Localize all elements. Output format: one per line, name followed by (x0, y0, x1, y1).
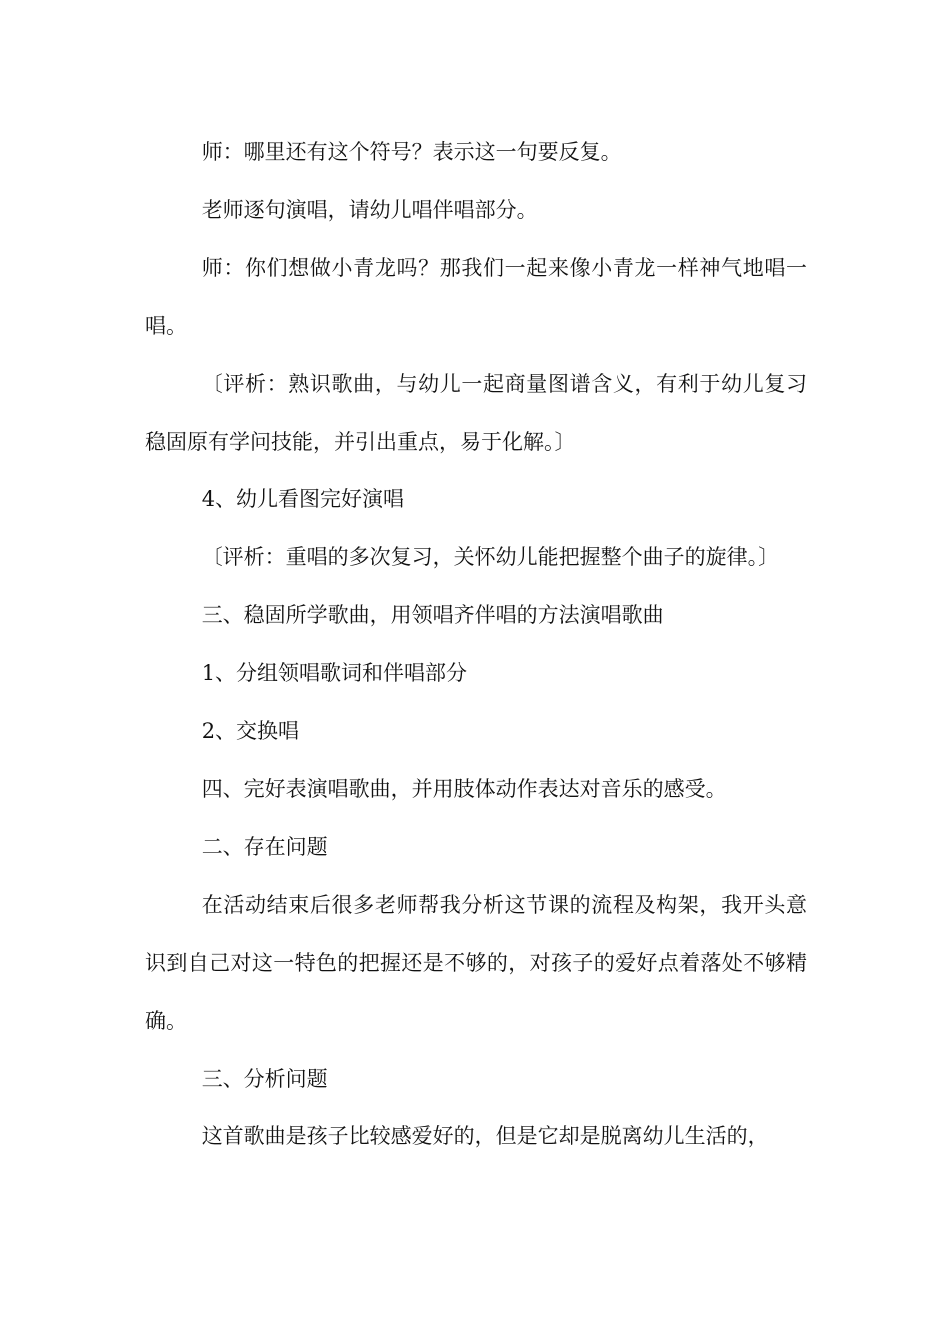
document-body (145, 124, 807, 1166)
section-heading: 四、完好表演唱歌曲，并用肢体动作表达对音乐的感受。 (201, 776, 727, 801)
paragraph: 师：哪里还有这个符号？表示这一句要反复。 (201, 140, 622, 164)
section-heading: 二、存在问题 (201, 834, 328, 859)
section-heading: 三、分析问题 (201, 1066, 328, 1091)
paragraph: 师：你们想做小青龙吗？那我们一起来像小青龙一样神气地唱一唱。 (145, 255, 807, 338)
paragraph: 这首歌曲是孩子比较感爱好的，但是它却是脱离幼儿生活的， (201, 1124, 769, 1149)
section-heading: 三、稳固所学歌曲，用领唱齐伴唱的方法演唱歌曲 (201, 603, 664, 628)
paragraph: 2、交换唱 (201, 719, 300, 744)
paragraph: 〔评析：熟识歌曲，与幼儿一起商量图谱含义，有利于幼儿复习稳固原有学问技能，并引出重点，易于化解。〕 (145, 371, 807, 454)
paragraph: 4、幼儿看图完好演唱 (201, 487, 405, 512)
paragraph: 1、分组领唱歌词和伴唱部分 (201, 661, 468, 686)
paragraph: 老师逐句演唱，请幼儿唱伴唱部分。 (201, 197, 538, 222)
paragraph: 在活动结束后很多老师帮我分析这节课的流程及构架，我开头意识到自己对这一特色的把握还是不够的，对孩子的爱好点着落处不够精确。 (145, 892, 807, 1033)
paragraph: 〔评析：重唱的多次复习，关怀幼儿能把握整个曲子的旋律。〕 (201, 545, 780, 570)
